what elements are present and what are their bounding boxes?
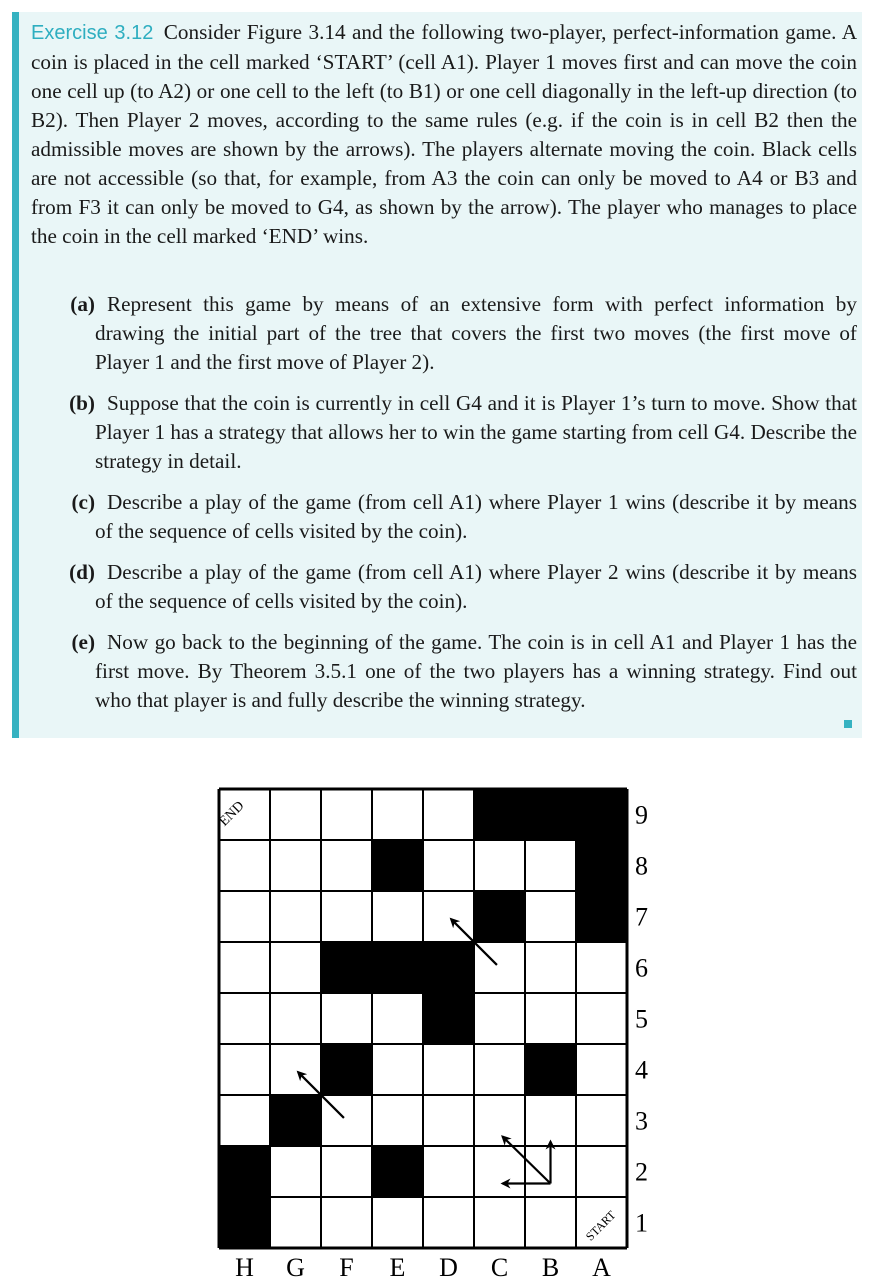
cell-b8 (525, 840, 576, 891)
part-letter: (b) (69, 391, 95, 415)
blocked-cell-c7 (474, 891, 525, 942)
blocked-cell-e6 (372, 942, 423, 993)
cell-h8 (219, 840, 270, 891)
cell-g8 (270, 840, 321, 891)
cell-f5 (321, 993, 372, 1044)
row-label: 8 (635, 851, 648, 881)
part-text (95, 488, 857, 546)
blocked-cell-g3 (270, 1095, 321, 1146)
cell-f7 (321, 891, 372, 942)
part-letter: (c) (71, 490, 95, 514)
column-label: H (235, 1253, 254, 1280)
cell-a5 (576, 993, 627, 1044)
column-label: A (592, 1253, 611, 1280)
end-cell-label: END (216, 798, 248, 830)
part-text (95, 558, 857, 616)
row-label: 7 (635, 902, 648, 932)
cell-a4 (576, 1044, 627, 1095)
cell-a2 (576, 1146, 627, 1197)
cell-h6 (219, 942, 270, 993)
end-of-exercise-mark (844, 720, 852, 728)
cell-h5 (219, 993, 270, 1044)
blocked-cell-d5 (423, 993, 474, 1044)
cell-e4 (372, 1044, 423, 1095)
blocked-cell-e2 (372, 1146, 423, 1197)
cell-e7 (372, 891, 423, 942)
cell-d2 (423, 1146, 474, 1197)
cell-c1 (474, 1197, 525, 1248)
row-label: 2 (635, 1157, 648, 1187)
blocked-cell-e8 (372, 840, 423, 891)
cell-g6 (270, 942, 321, 993)
cell-d9 (423, 789, 474, 840)
row-label: 1 (635, 1208, 648, 1238)
blocked-cell-h1 (219, 1197, 270, 1248)
part-b (53, 389, 857, 476)
cell-f1 (321, 1197, 372, 1248)
cell-e3 (372, 1095, 423, 1146)
cell-f2 (321, 1146, 372, 1197)
part-letter: (d) (69, 560, 95, 584)
blocked-cell-a7 (576, 891, 627, 942)
column-label: D (439, 1253, 458, 1280)
blocked-cell-b9 (525, 789, 576, 840)
column-label: G (286, 1253, 305, 1280)
part-letter: (a) (70, 292, 95, 316)
cell-h7 (219, 891, 270, 942)
column-label: F (339, 1253, 354, 1280)
part-text (95, 290, 857, 377)
part-letter: (e) (71, 630, 95, 654)
part-e (53, 628, 857, 715)
row-label: 9 (635, 800, 648, 830)
cell-f9 (321, 789, 372, 840)
cell-a3 (576, 1095, 627, 1146)
cell-e5 (372, 993, 423, 1044)
blocked-cell-b4 (525, 1044, 576, 1095)
cell-c3 (474, 1095, 525, 1146)
blocked-cell-c9 (474, 789, 525, 840)
cell-b1 (525, 1197, 576, 1248)
exercise-intro-text: Consider Figure 3.14 and the following two-player, perfect-information game. A coin is placed in the cell marked ‘START’ (cell A1). Player 1 moves first and can move the coin one cell up (to A2) or one cell to the left (to B1) or one cell diagonally in the left-up direction (to B2). Then Player 2 moves, according to the same rules (e.g. if the coin is in cell B2 then the admissible moves are shown by the arrows). The players alternate moving the coin. Black cells are not accessible (so that, for example, from A3 the coin can only be moved to A4 or B3 and from F3 it can only be moved to G4, as shown by the arrow). The player who manages to place the coin in the cell marked ‘END’ wins. (31, 20, 857, 248)
row-label: 6 (635, 953, 648, 983)
part-text-content: Represent this game by means of an extensive form with perfect information by drawing the initial part of the tree that covers the first two moves (the first move of Player 1 and the first move of Player 2). (95, 292, 857, 374)
cell-e9 (372, 789, 423, 840)
part-text (95, 389, 857, 476)
part-text-content: Describe a play of the game (from cell A1) where Player 1 wins (describe it by means of the sequence of cells visited by the coin). (95, 490, 857, 543)
part-text-content: Describe a play of the game (from cell A1) where Player 2 wins (describe it by means of the sequence of cells visited by the coin). (95, 560, 857, 613)
blocked-cell-f4 (321, 1044, 372, 1095)
part-d (53, 558, 857, 616)
cell-g5 (270, 993, 321, 1044)
part-c (53, 488, 857, 546)
cell-d8 (423, 840, 474, 891)
exercise-intro (31, 18, 857, 251)
column-label: B (541, 1253, 560, 1280)
cell-c2 (474, 1146, 525, 1197)
cell-b5 (525, 993, 576, 1044)
cell-g1 (270, 1197, 321, 1248)
cell-c4 (474, 1044, 525, 1095)
blocked-cell-a8 (576, 840, 627, 891)
cell-h3 (219, 1095, 270, 1146)
cell-f8 (321, 840, 372, 891)
cell-d4 (423, 1044, 474, 1095)
cell-b3 (525, 1095, 576, 1146)
cell-d1 (423, 1197, 474, 1248)
game-board-figure (210, 780, 670, 1280)
cell-a6 (576, 942, 627, 993)
row-label: 4 (635, 1055, 648, 1085)
exercise-label: Exercise 3.12 (31, 22, 154, 44)
cell-h4 (219, 1044, 270, 1095)
cell-g2 (270, 1146, 321, 1197)
column-label: E (389, 1253, 406, 1280)
exercise-parts (53, 290, 857, 727)
cell-b7 (525, 891, 576, 942)
blocked-cell-h2 (219, 1146, 270, 1197)
row-label: 3 (635, 1106, 648, 1136)
cell-b6 (525, 942, 576, 993)
blocked-cell-d6 (423, 942, 474, 993)
blocked-cell-a9 (576, 789, 627, 840)
blocked-cell-f6 (321, 942, 372, 993)
exercise-box (12, 12, 862, 738)
part-text-content: Now go back to the beginning of the game. The coin is in cell A1 and Player 1 has the first move. By Theorem 3.5.1 one of the two players has a winning strategy. Find out who that player is and fully describe the winning strategy. (95, 630, 857, 712)
cell-c8 (474, 840, 525, 891)
game-board (210, 780, 670, 1280)
part-text (95, 628, 857, 715)
row-label: 5 (635, 1004, 648, 1034)
cell-d3 (423, 1095, 474, 1146)
start-cell-label: START (582, 1207, 619, 1244)
part-text-content: Suppose that the coin is currently in cell G4 and it is Player 1’s turn to move. Show that Player 1 has a strategy that allows her to win the game starting from cell G4. Describe the strategy in detail. (95, 391, 857, 473)
cell-g7 (270, 891, 321, 942)
column-label: C (490, 1253, 509, 1280)
part-a (53, 290, 857, 377)
cell-g9 (270, 789, 321, 840)
cell-c5 (474, 993, 525, 1044)
cell-e1 (372, 1197, 423, 1248)
